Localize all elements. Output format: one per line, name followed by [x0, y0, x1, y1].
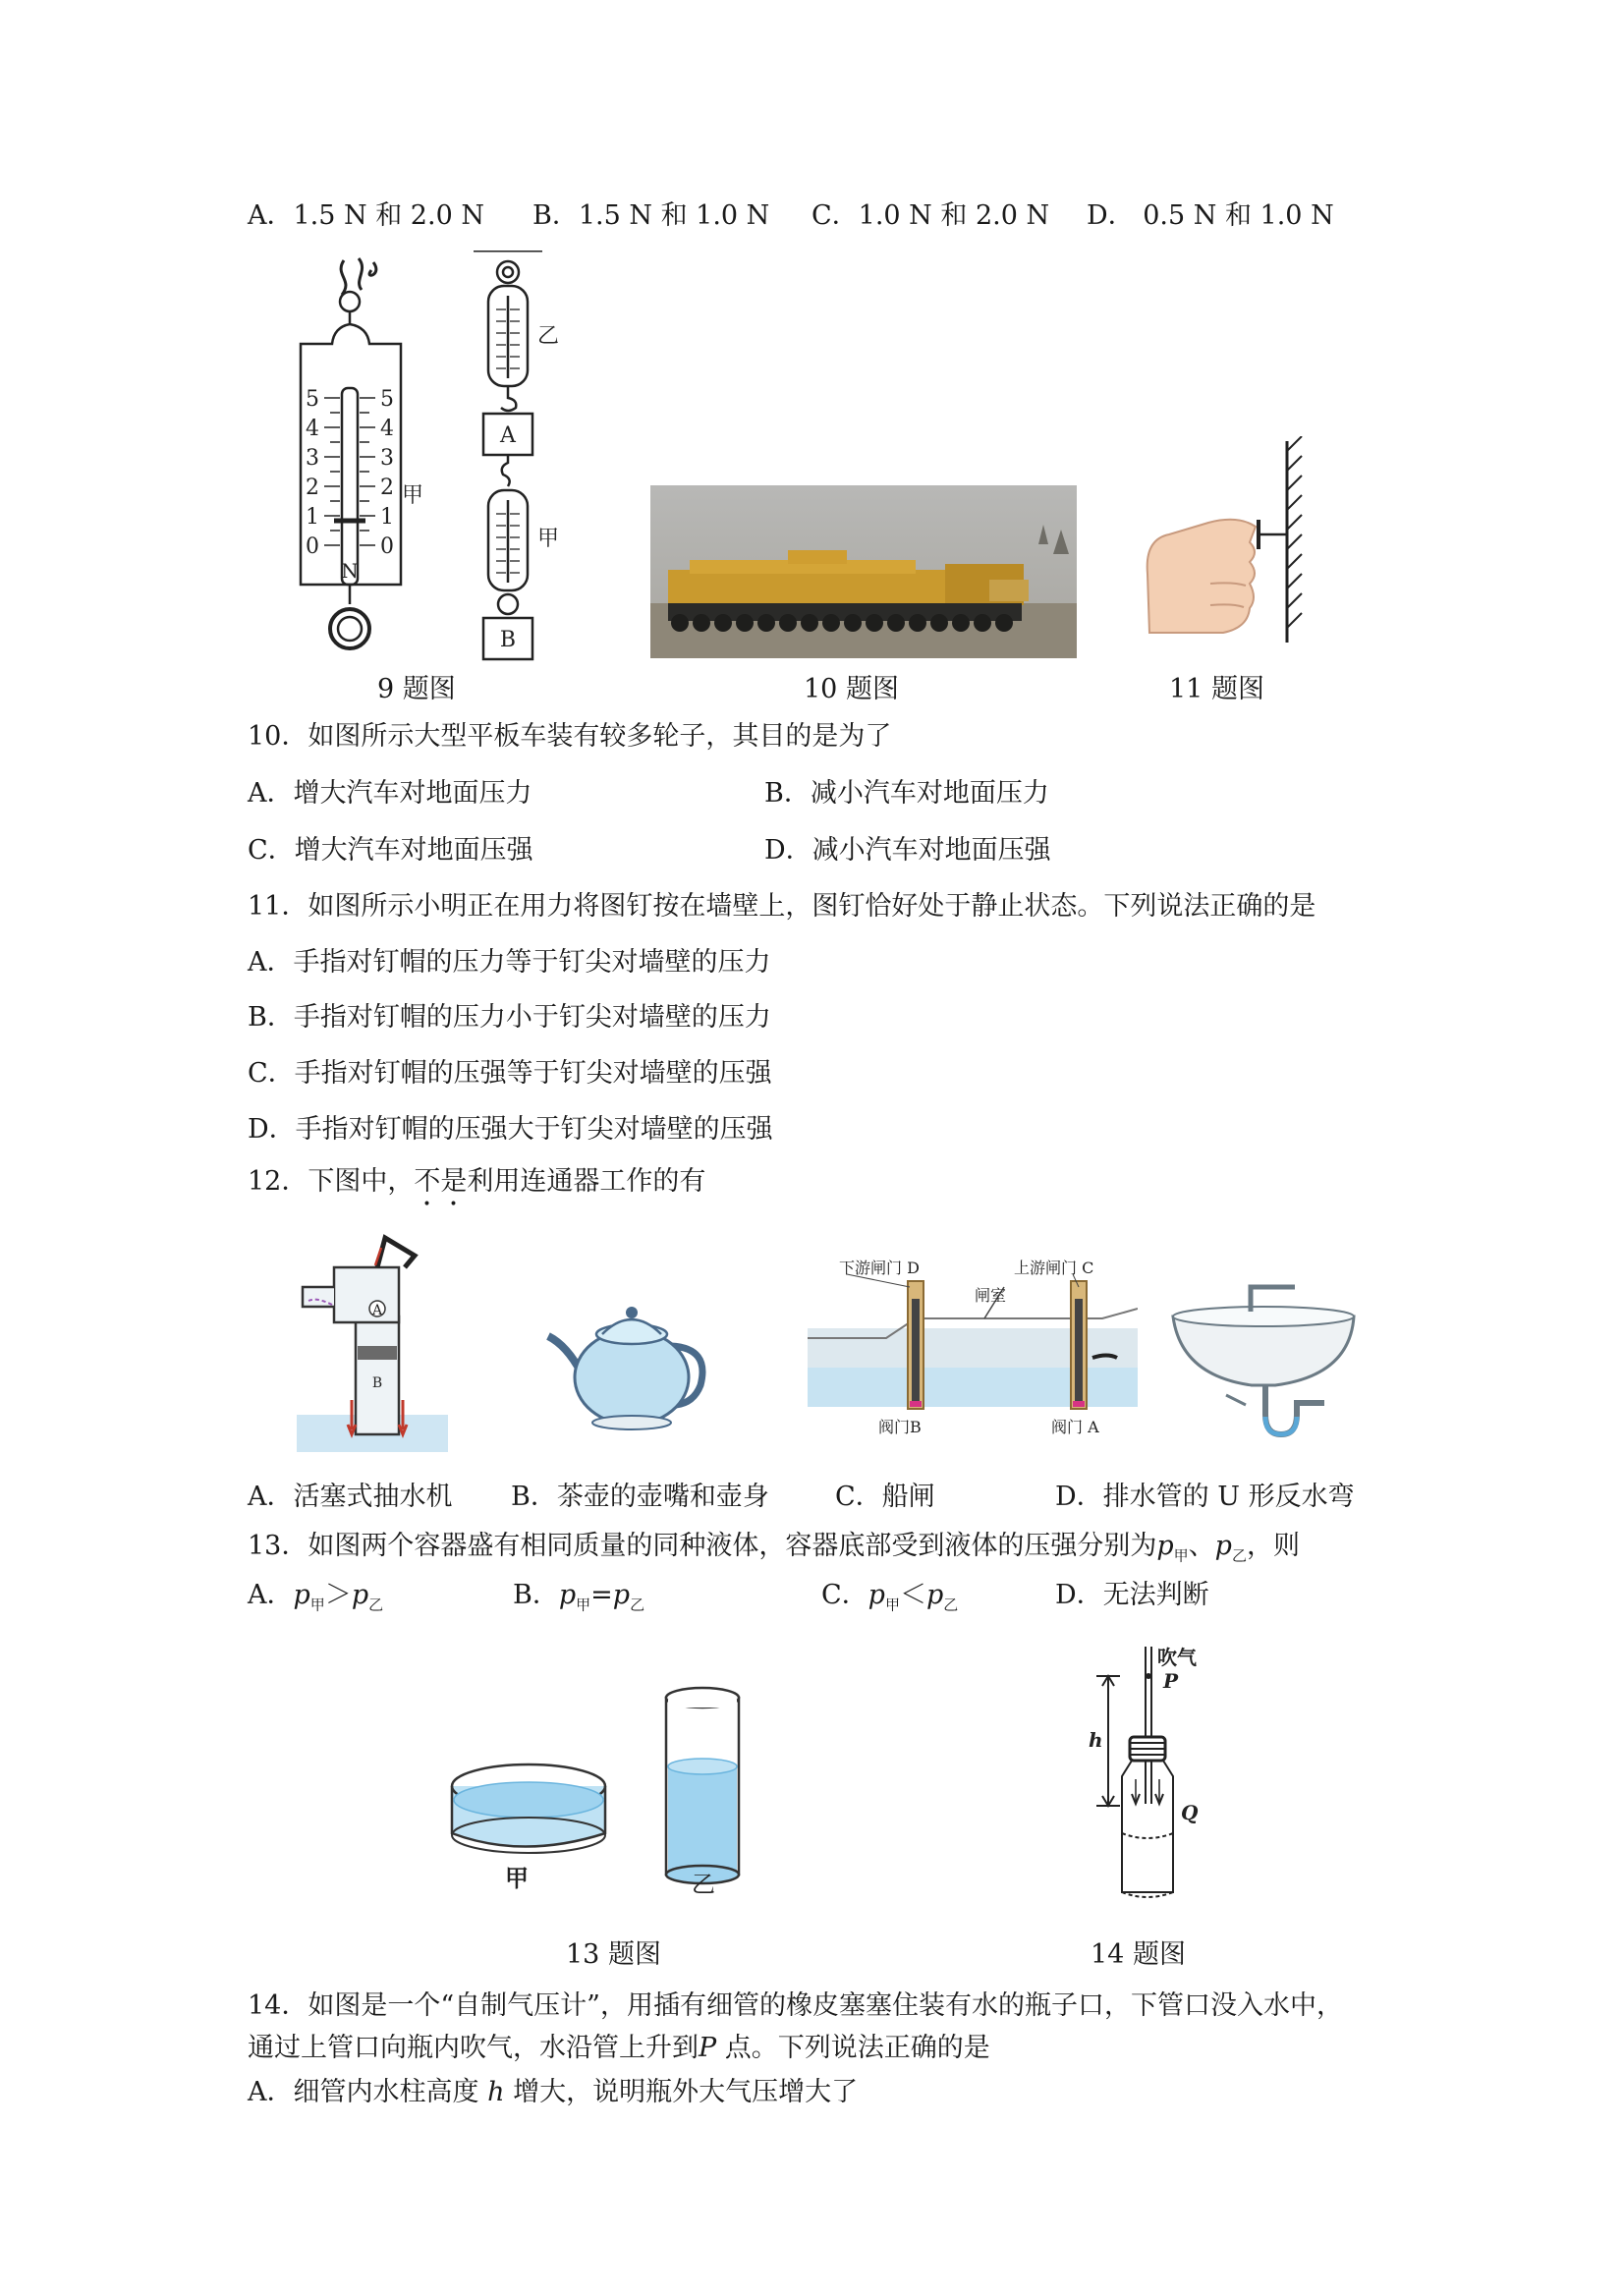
thumb-hand-icon — [1147, 520, 1256, 633]
q12-stem-pre: 12．下图中， — [248, 1166, 415, 1197]
fig9-tick-right-5: 5 — [380, 387, 394, 412]
fig13-two-containers — [444, 1658, 758, 1904]
q11-option-d: D．手指对钉帽的压强大于钉尖对墙壁的压强 — [248, 1114, 773, 1145]
q13-option-a: A．$p_甲>p_乙$ — [248, 1580, 384, 1614]
fig9-tick-right-2: 2 — [380, 476, 394, 500]
q14-line2-pre: 通过上管口向瓶内吹气，水沿管上升到 — [248, 2033, 699, 2063]
fig9-tick-left-5: 5 — [306, 387, 319, 412]
fig12-lock-valve-b: 阀门B — [878, 1418, 922, 1436]
q14-option-a — [248, 2075, 858, 2110]
fig11-thumb-pin-wall — [1140, 436, 1316, 652]
fig9-label-jia-left: 甲 — [401, 483, 424, 508]
q12-option-c: C．船闸 — [835, 1482, 935, 1512]
fig13-caption: 13 题图 — [566, 1939, 661, 1970]
fig14-p-label: P — [1163, 1669, 1179, 1693]
fig14-caption: 14 题图 — [1091, 1939, 1186, 1970]
q10-option-c: C．增大汽车对地面压强 — [248, 835, 533, 866]
fig13-label-jia: 甲 — [505, 1864, 529, 1892]
fig11-wall — [1287, 436, 1302, 643]
fig9-tick-left-0: 0 — [306, 534, 319, 559]
fig9-tick-left-3: 3 — [306, 446, 319, 471]
q13-stem — [248, 1529, 1300, 1573]
fig14-blow-label: 吹气 — [1157, 1647, 1197, 1669]
q11-option-a: A．手指对钉帽的压力等于钉尖对墙壁的压力 — [248, 947, 771, 978]
q12-stem — [248, 1164, 705, 1212]
fig9-spring-scales — [285, 251, 580, 663]
fig9-block-a-label: A — [500, 423, 516, 448]
q12-option-a: A．活塞式抽水机 — [248, 1482, 453, 1512]
q10-stem: 10．如图所示大型平板车装有较多轮子，其目的是为了 — [248, 721, 892, 752]
q14-line2 — [248, 2031, 990, 2066]
fig9-tick-left-4: 4 — [306, 417, 319, 441]
q11-option-b: B．手指对钉帽的压力小于钉尖对墙壁的压力 — [248, 1002, 771, 1033]
fig12-pump-valve-b: B — [371, 1375, 383, 1391]
fig12-lock-gate-d: 下游闸门 D — [839, 1260, 920, 1277]
q13-option-c: C．$p_甲<p_乙$ — [821, 1580, 959, 1614]
q14-option-a-pre: A．细管内水柱高度 — [248, 2077, 488, 2107]
q13-p-var-2: p — [1214, 1531, 1232, 1561]
q9-option-c: C．1.0 N 和 2.0 N — [812, 200, 1050, 231]
fig9-tick-left-1: 1 — [306, 505, 319, 530]
q12-option-b: B．茶壶的壶嘴和壶身 — [511, 1482, 769, 1512]
fig9-label-yi: 乙 — [536, 324, 560, 349]
fig12-lock-chamber: 闸室 — [975, 1286, 1007, 1305]
q9-option-a: A．1.5 N 和 2.0 N — [248, 200, 484, 231]
q13-option-d: D．无法判断 — [1055, 1580, 1209, 1610]
q10-option-b: B．减小汽车对地面压力 — [764, 778, 1049, 809]
fig12-lock-valve-a: 阀门 A — [1051, 1418, 1099, 1436]
fig14-h-label: h — [1089, 1728, 1103, 1752]
fig14-homemade-barometer — [1077, 1647, 1214, 1902]
q14-line1: 14．如图是一个“自制气压计”，用插有细管的橡皮塞塞住装有水的瓶子口，下管口没入水中， — [248, 1990, 1343, 2021]
q10-option-a: A．增大汽车对地面压力 — [248, 778, 532, 809]
fig12-pump-valve-a: A — [371, 1303, 383, 1318]
fig10-flatbed-truck-photo — [650, 485, 1077, 658]
fig13-container-yi — [666, 1688, 739, 1883]
fig9-tick-right-3: 3 — [380, 446, 394, 471]
q14-line2-p: P — [699, 2033, 717, 2063]
pushpin-icon — [1259, 520, 1287, 549]
q13-p-var: p — [1156, 1531, 1174, 1561]
fig9-unit-n: N — [341, 559, 359, 583]
q12-stem-post: 利用连通器工作的有 — [467, 1166, 706, 1197]
q14-line2-post: 点。下列说法正确的是 — [716, 2033, 990, 2063]
fig9-tick-left-2: 2 — [306, 476, 319, 500]
fig9-tick-right-1: 1 — [380, 505, 394, 530]
q13-sub-jia: 甲 — [1173, 1546, 1189, 1565]
fig12-lock-gate-c: 上游闸门 C — [1014, 1260, 1094, 1277]
q9-option-d: D． 0.5 N 和 1.0 N — [1087, 200, 1334, 231]
q13-option-b: B．$p_甲=p_乙$ — [513, 1580, 645, 1614]
fig12-teapot — [538, 1287, 715, 1434]
fig9-label-jia-right: 甲 — [536, 527, 560, 551]
q12-stem-emphasis: 不是 — [414, 1166, 468, 1197]
fig11-caption: 11 题图 — [1169, 674, 1264, 704]
fig13-label-yi: 乙 — [692, 1871, 715, 1898]
fig12-sink-u-trap — [1167, 1277, 1360, 1444]
q13-sub-yi: 乙 — [1231, 1546, 1247, 1565]
fig9-tick-right-0: 0 — [380, 534, 394, 559]
fig9-caption: 9 题图 — [377, 674, 456, 704]
q9-option-b: B．1.5 N 和 1.0 N — [532, 200, 770, 231]
q13-stem-pre: 13．如图两个容器盛有相同质量的同种液体，容器底部受到液体的压强分别为 — [248, 1531, 1157, 1561]
q14-option-a-post: 增大，说明瓶外大气压增大了 — [504, 2077, 859, 2107]
fig14-q-label: Q — [1181, 1801, 1199, 1824]
fig9-scale-stack — [474, 251, 542, 659]
fig12-ship-lock — [808, 1260, 1138, 1438]
q14-option-a-h: h — [487, 2077, 505, 2107]
fig9-block-b-label: B — [499, 628, 517, 652]
fig12-piston-pump — [297, 1228, 454, 1452]
q11-option-c: C．手指对钉帽的压强等于钉尖对墙壁的压强 — [248, 1058, 772, 1089]
q11-stem: 11．如图所示小明正在用力将图钉按在墙壁上，图钉恰好处于静止状态。下列说法正确的是 — [248, 891, 1316, 922]
q12-option-d: D．排水管的 U 形反水弯 — [1055, 1482, 1355, 1512]
q13-stem-post: ，则 — [1246, 1531, 1300, 1561]
fig13-container-jia — [452, 1764, 605, 1853]
fig9-tick-right-4: 4 — [380, 417, 394, 441]
fig10-caption: 10 题图 — [804, 674, 899, 704]
q13-sep: 、 — [1188, 1531, 1215, 1561]
q10-option-d: D．减小汽车对地面压强 — [764, 835, 1051, 866]
